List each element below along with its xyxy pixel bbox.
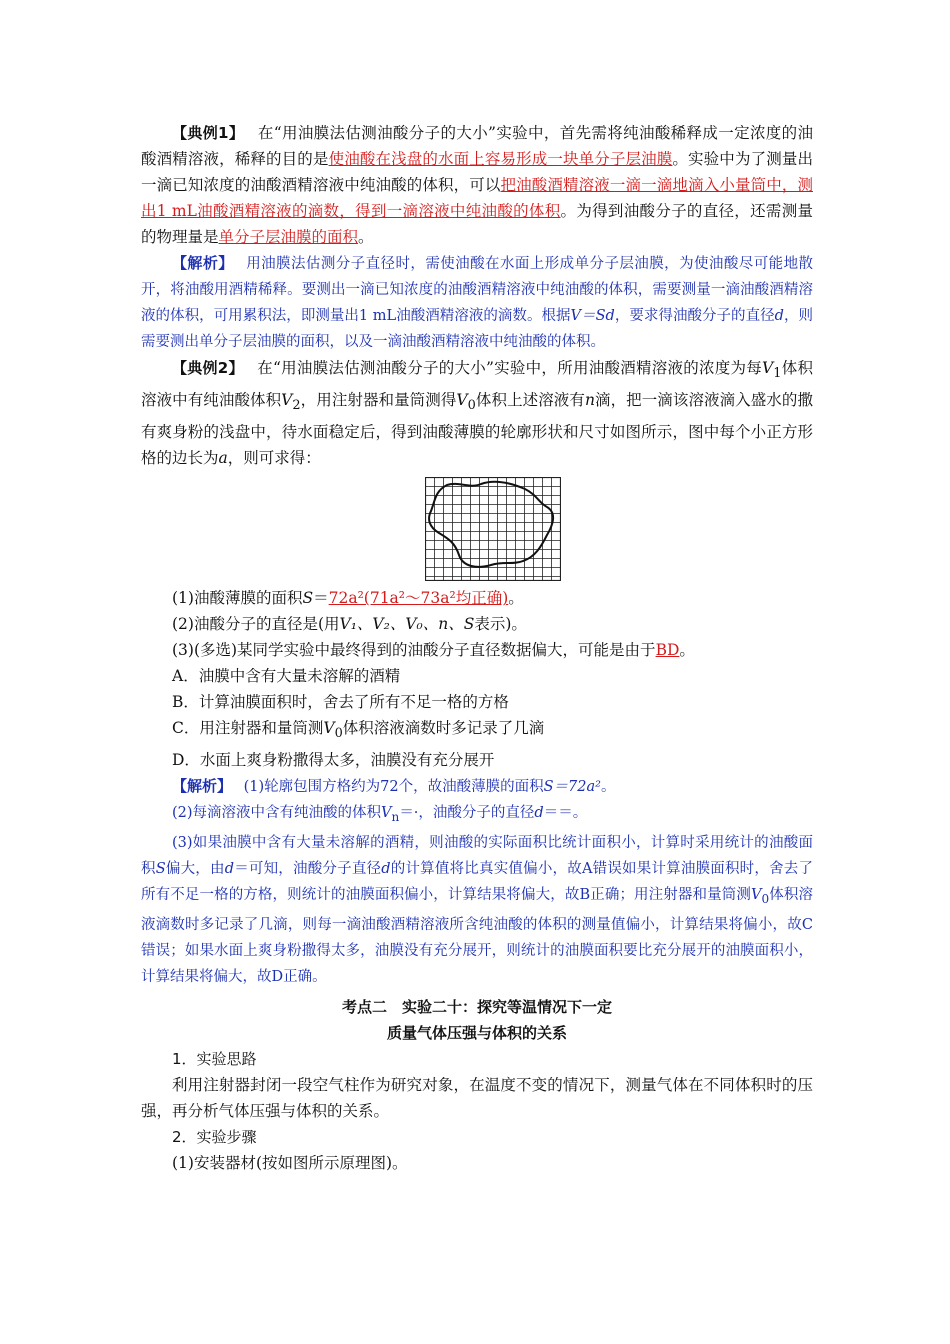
answer-1b: 把油酸酒精溶液一滴一滴地滴入小量筒中，测出1 mL油酸酒精溶液的滴数，得到一滴溶液中纯油酸的体积: [141, 176, 813, 220]
answer-1a: 使油酸在浅盘的水面上容易形成一块单分子层油膜: [328, 150, 673, 168]
analysis-1-tag: 【解析】: [172, 254, 227, 272]
question-2: (2)油酸分子的直径是(用V₁、V₂、V₀、n、S表示)。: [172, 615, 527, 634]
option-b: B．计算油膜面积时，舍去了所有不足一格的方格: [172, 693, 509, 712]
analysis-2-part-1: 【解析】 (1)轮廓包围方格约为72个，故油酸薄膜的面积S＝72a²。: [172, 777, 616, 796]
example-1-tag: 【典例1】: [172, 124, 237, 142]
oil-film-grid-figure: [425, 477, 561, 581]
oil-film-outline: [429, 482, 553, 567]
document-page: [141, 120, 813, 1176]
analysis-2-tag: 【解析】: [172, 777, 225, 796]
subsection-1-title: 1．实验思路: [172, 1050, 257, 1069]
section-heading-line-1: 考点二 实验二十：探究等温情况下一定: [341, 998, 612, 1017]
subsection-1-text: 利用注射器封闭一段空气柱作为研究对象，在温度不变的情况下，测量气体在不同体积时的压强，再分析气体压强与体积的关系。: [141, 1076, 813, 1121]
option-c: C．用注射器和量筒测$V_0$体积溶液滴数时多记录了几滴: [172, 719, 545, 742]
analysis-2-part-2: (2)每滴溶液中含有纯油酸的体积$V_n=\cdot$，油酸分子的直径d＝＝。: [172, 805, 588, 825]
answer-1c: 单分子层油膜的面积: [218, 228, 359, 246]
example-1: 【典例1】 在“用油膜法估测油酸分子的大小”实验中，首先需将纯油酸稀释成一定浓度的油酸酒精溶液，稀释的目的是使油酸在浅盘的水面上容易形成一块单分子层油膜。实验中为了测量出一滴已知浓度的油酸酒精溶液中纯油酸的体积，可以把油酸酒精溶液一滴一滴地滴入小量筒中，测出1 mL油酸酒精溶液的滴数，得到一滴溶液中纯油酸的体积。为得到油酸分子的直径，还需测量的物理量是单分子层油膜的面积。: [141, 124, 813, 246]
analysis-1: 【解析】 用油膜法估测分子直径时，需使油酸在水面上形成单分子层油膜，为使油酸尽可能地散开，将油酸用酒精稀释。要测出一滴已知浓度的油酸酒精溶液中纯油酸的体积，需要测量一滴油酸酒精溶液的体积，可用累积法，即测量出1 mL油酸酒精溶液的滴数。根据V＝Sd，要求得油酸分子的直径d，则需要测出单分子层油膜的面积，以及一滴油酸酒精溶液中纯油酸的体积。: [141, 254, 814, 350]
example-2: 【典例2】 在“用油膜法估测油酸分子的大小”实验中，所用油酸酒精溶液的浓度为每$V_1$体积溶液中有纯油酸体积$V_2$，用注射器和量筒测得$V_0$体积上述溶液有n滴，把一滴该溶液滴入盛水的撒有爽身粉的浅盘中，待水面稳定后，得到油酸薄膜的轮廓形状和尺寸如图所示，图中每个小正方形格的边长为a，则可求得：: [141, 359, 813, 468]
section-heading-line-2: 质量气体压强与体积的关系: [386, 1024, 567, 1043]
question-3: (3)(多选)某同学实验中最终得到的油酸分子直径数据偏大，可能是由于BD。: [172, 641, 695, 660]
subsection-2-text: (1)安装器材(按如图所示原理图)。: [172, 1154, 408, 1173]
analysis-2-part-3: (3)如果油膜中含有大量未溶解的酒精，则油酸的实际面积比统计面积小，计算时采用统计的油酸面积S偏大，由d＝可知，油酸分子直径d的计算值将比真实值偏小，故A错误如果计算油膜面积时，舍去了所有不足一格的方格，则统计的油膜面积偏小，计算结果将偏大，故B正确；用注射器和量筒测$V_0$体积溶液滴数时多记录了几滴，则每一滴油酸酒精溶液所含纯油酸的体积的测量值偏小，计算结果将偏小，故C错误；如果水面上爽身粉撒得太多，油膜没有充分展开，则统计的油膜面积要比充分展开的油膜面积小，计算结果将偏大，故D正确。: [141, 835, 814, 986]
answer-choice: BD: [655, 641, 680, 660]
answer-area: 72a²(71a²～73a²均正确): [328, 589, 509, 608]
option-a: A．油膜中含有大量未溶解的酒精: [172, 667, 401, 686]
example-2-tag: 【典例2】: [172, 359, 237, 377]
option-d: D．水面上爽身粉撒得太多，油膜没有充分展开: [172, 751, 495, 770]
subsection-2-title: 2．实验步骤: [172, 1128, 257, 1147]
question-1: (1)油酸薄膜的面积S＝72a²(71a²～73a²均正确)。: [172, 589, 524, 608]
